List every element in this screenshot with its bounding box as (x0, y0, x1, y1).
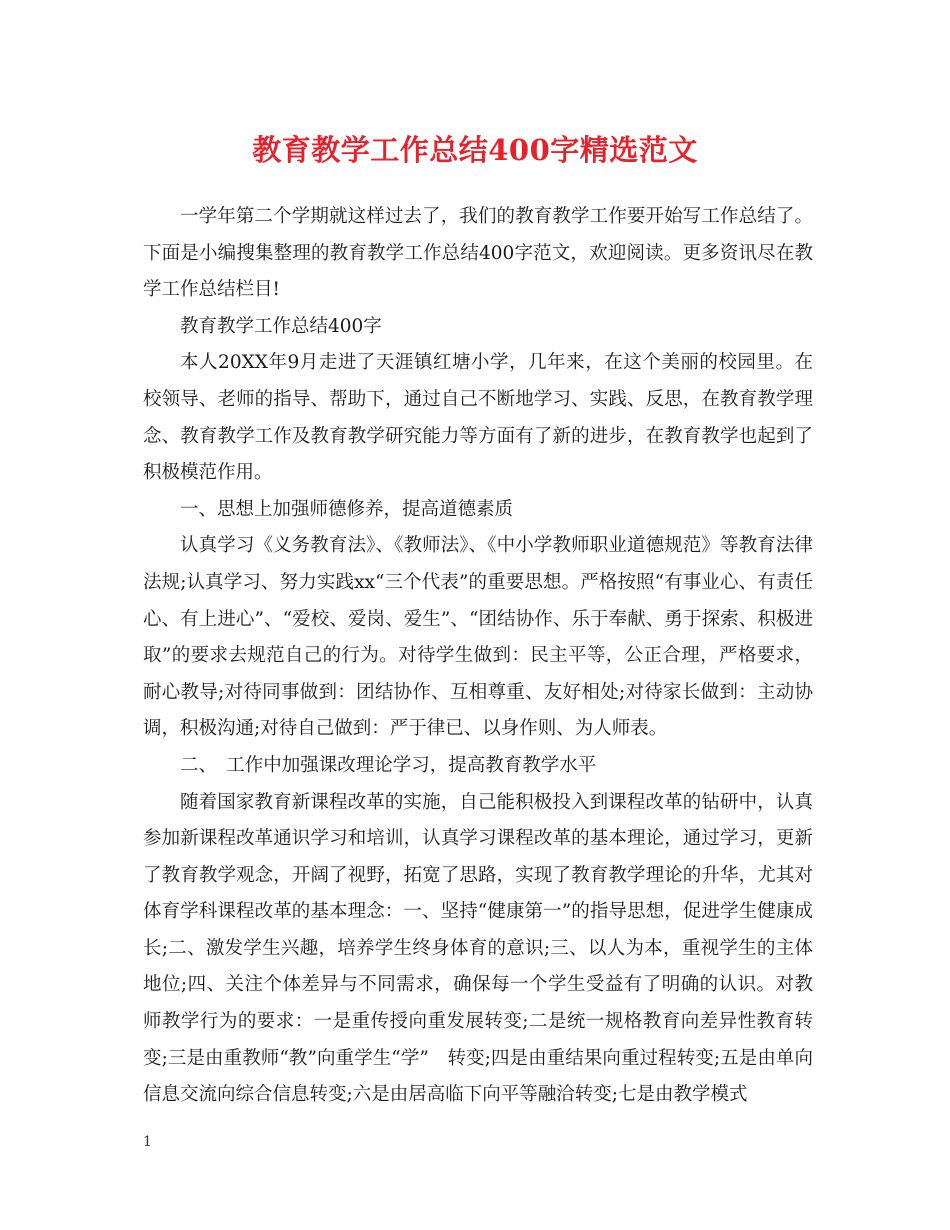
document-body (143, 199, 813, 1114)
page-number: 1 (143, 1134, 152, 1150)
section-heading-1: 一、思想上加强师德修养，提高道德素质 (180, 498, 514, 520)
section-heading-2: 二、 工作中加强课改理论学习，提高教育教学水平 (180, 754, 597, 776)
section-subtitle: 教育教学工作总结400字 (180, 315, 382, 337)
section-2-paragraph: 随着国家教育新课程改革的实施，自己能积极投入到课程改革的钻研中，认真参加新课程改革通识学习和培训，认真学习课程改革的基本理论，通过学习，更新了教育教学观念，开阔了视野，拓宽了思路，实现了教育教学理论的升华，尤其对体育学科课程改革的基本理念：一、坚持“健康第一”的指导思想，促进学生健康成长;二、激发学生兴趣，培养学生终身体育的意识;三、以人为本，重视学生的主体地位;四、关注个体差异与不同需求，确保每一个学生受益有了明确的认识。对教师教学行为的要求：一是重传授向重发展转变;二是统一规格教育向差异性教育转变;三是由重教师“教”向重学生“学” 转变;四是由重结果向重过程转变;五是由单向信息交流向综合信息转变;六是由居高临下向平等融洽转变;七是由教学模式 (143, 791, 813, 1106)
intro-paragraph: 一学年第二个学期就这样过去了，我们的教育教学工作要开始写工作总结了。下面是小编搜集整理的教育教学工作总结400字范文，欢迎阅读。更多资讯尽在教学工作总结栏目! (143, 206, 813, 301)
section-1-paragraph: 认真学习《义务教育法》、《教师法》、《中小学教师职业道德规范》等教育法律法规;认真学习、努力实践xx“三个代表”的重要思想。严格按照“有事业心、有责任心、有上进心”、“爱校、爱岗、爱生”、“团结协作、乐于奉献、勇于探索、积极进取”的要求去规范自己的行为。对待学生做到：民主平等，公正合理，严格要求，耐心教导;对待同事做到：团结协作、互相尊重、友好相处;对待家长做到：主动协调，积极沟通;对待自己做到：严于律已、以身作则、为人师表。 (143, 535, 813, 740)
document-title: 教育教学工作总结400字精选范文 (252, 133, 698, 167)
background-paragraph: 本人20XX年9月走进了天涯镇红塘小学，几年来，在这个美丽的校园里。在校领导、老师的指导、帮助下，通过自己不断地学习、实践、反思，在教育教学理念、教育教学工作及教育教学研究能力等方面有了新的进步，在教育教学也起到了积极模范作用。 (143, 352, 813, 484)
